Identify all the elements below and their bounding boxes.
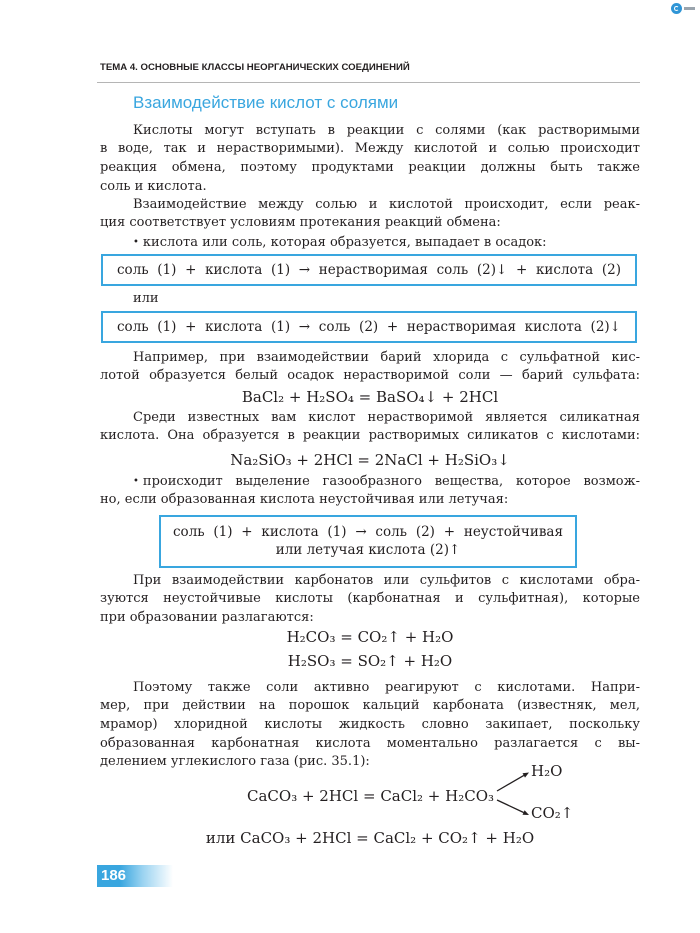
- watermark-logo: [671, 3, 696, 15]
- paragraph-line: При взаимодействии карбонатов или сульфитов с кислотами обра-: [133, 572, 640, 588]
- paragraph-carbonates: [100, 572, 640, 628]
- scheme-products: [531, 760, 573, 822]
- arrow-down-right-icon: [497, 800, 529, 815]
- paragraph-line: образованная карбонатная кислота моментально разлагается с вы-: [100, 735, 640, 751]
- paragraph-line: Взаимодействие между солью и кислотой происходит, если реак-: [133, 196, 640, 212]
- paragraph-line: зуются неустойчивые кислоты (карбонатная и сульфитная), которые: [100, 591, 640, 607]
- paragraph-conditions: [100, 196, 640, 233]
- bullet-text: кислота или соль, которая образуется, выпадает в осадок:: [142, 234, 547, 250]
- bullet-text: происходит выделение газообразного вещества, которое возмож-: [142, 473, 640, 489]
- paragraph-line: мер, при действии на порошок кальций карбоната (известняк, мел,: [100, 698, 640, 714]
- page-number-tab: [97, 865, 173, 887]
- bullet-line: [100, 473, 640, 492]
- scheme-product-gas: CO₂↑: [531, 803, 574, 822]
- logo-circle-icon: [671, 3, 682, 14]
- paragraph-silicate: [100, 409, 640, 446]
- reaction-scheme-text: или летучая кислота (2)↑: [275, 542, 461, 559]
- connector-word: [100, 290, 640, 309]
- paragraph-line: Например, при взаимодействии барий хлорида с сульфатной кис-: [133, 349, 640, 365]
- reaction-scheme-box: [101, 254, 637, 286]
- paragraph-line: Поэтому также соли активно реагируют с кислотами. Напри-: [133, 679, 640, 695]
- bullet-marker: •: [133, 236, 139, 248]
- connector-text: или: [133, 290, 159, 306]
- scheme-main-equation: CaCO₃ + 2HCl = CaCl₂ + H₂CO₃: [247, 786, 495, 805]
- bullet-line: [100, 234, 640, 253]
- scheme-arrows: [495, 760, 531, 824]
- paragraph-line: ция соответствует условиям протекания реакций обмена:: [100, 215, 501, 231]
- paragraph-line: в воде, так и нерастворимыми). Между кислотой и солью происходит: [100, 141, 640, 157]
- paragraph-intro: [100, 122, 640, 197]
- paragraph-line: Кислоты могут вступать в реакции с солями (как растворимыми: [133, 122, 640, 138]
- reaction-scheme-box: [101, 311, 637, 343]
- paragraph-line: делением углекислого газа (рис. 35.1):: [100, 754, 370, 770]
- scheme-product-water: H₂O: [531, 761, 563, 780]
- chemical-equation: H₂CO₃ = CO₂↑ + H₂O: [286, 627, 454, 646]
- logo-mark: [684, 7, 695, 10]
- reaction-scheme-text: соль (1) + кислота (1) → соль (2) + неустойчивая: [173, 523, 563, 540]
- paragraph-line: лотой образуется белый осадок нерастворимой соли — барий сульфата:: [100, 368, 640, 384]
- chemical-equation: или CaCO₃ + 2HCl = CaCl₂ + CO₂↑ + H₂O: [205, 828, 535, 847]
- paragraph-line: соль и кислота.: [100, 178, 207, 194]
- running-header: ТЕМА 4. ОСНОВНЫЕ КЛАССЫ НЕОРГАНИЧЕСКИХ СОЕДИНЕНИЙ: [100, 62, 410, 73]
- reaction-scheme-text: соль (1) + кислота (1) → нерастворимая соль (2)↓ + кислота (2): [117, 261, 621, 278]
- paragraph-line: реакция обмена, поэтому продуктами реакции должны быть также: [100, 159, 640, 175]
- page-number: 186: [101, 867, 127, 884]
- paragraph-line: при образовании разлагаются:: [100, 609, 314, 625]
- paragraph-calcium-carbonate: [100, 679, 640, 772]
- paragraph-example-barium: [100, 349, 640, 386]
- header-divider: [97, 82, 640, 83]
- paragraph-line: Среди известных вам кислот нерастворимой является силикатная: [133, 409, 640, 425]
- bullet-item-gas: [100, 473, 640, 510]
- paragraph-line: мрамор) хлоридной кислоты жидкость словно закипает, поскольку: [100, 716, 640, 732]
- bullet-line: но, если образованная кислота неустойчивая или летучая:: [100, 492, 509, 508]
- arrow-up-right-icon: [497, 773, 529, 792]
- bullet-item-precipitate: [100, 234, 640, 253]
- bullet-marker: •: [133, 475, 139, 487]
- paragraph-line: кислота. Она образуется в реакции растворимых силикатов с кислотами:: [100, 428, 640, 444]
- reaction-scheme-text: соль (1) + кислота (1) → соль (2) + нерастворимая кислота (2)↓: [117, 318, 621, 335]
- section-title: Взаимодействие кислот с солями: [133, 93, 399, 112]
- chemical-equation: Na₂SiO₃ + 2HCl = 2NaCl + H₂SiO₃↓: [230, 451, 510, 469]
- decomposition-scheme: [247, 760, 573, 824]
- chemical-equation: BaCl₂ + H₂SO₄ = BaSO₄↓ + 2HCl: [241, 387, 499, 406]
- reaction-scheme-box: [159, 515, 577, 568]
- chemical-equation: H₂SO₃ = SO₂↑ + H₂O: [287, 651, 453, 670]
